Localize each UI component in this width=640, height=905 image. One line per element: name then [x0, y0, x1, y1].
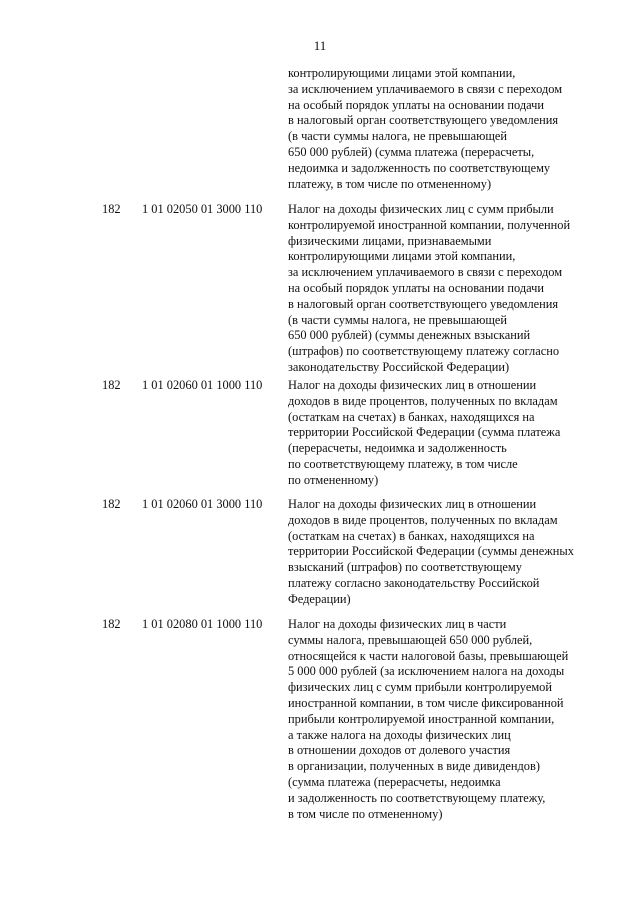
description-line: доходов в виде процентов, полученных по вкладам: [288, 512, 558, 527]
budget-classification-code: 1 01 02060 01 1000 110: [142, 378, 263, 392]
description-line: доходов в виде процентов, полученных по вкладам: [288, 393, 558, 408]
description-line: взысканий (штрафов) по соответствующему: [288, 560, 522, 575]
description-line: суммы налога, превышающей 650 000 рублей,: [288, 632, 533, 647]
description-line: (в части суммы налога, не превышающей: [288, 129, 508, 144]
description-line: Налог на доходы физических лиц в части: [288, 617, 507, 631]
description-line: физическими лицами, признаваемыми: [288, 233, 492, 248]
description-line: платежу, в том числе по отмененному): [288, 176, 492, 191]
description-line: физических лиц с сумм прибыли контролируемой: [288, 680, 553, 695]
budget-classification-code: 1 01 02080 01 1000 110: [142, 617, 263, 631]
row-description: [288, 202, 618, 376]
description-line: недоимка и задолженность по соответствующему: [288, 160, 551, 175]
description-line: Налог на доходы физических лиц в отношении: [288, 378, 537, 392]
description-line: Налог на доходы физических лиц в отношении: [288, 497, 537, 511]
description-line: (сумма платежа (перерасчеты, недоимка: [288, 774, 501, 789]
admin-code: 182: [102, 378, 121, 392]
description-line: за исключением уплачиваемого в связи с переходом: [288, 81, 563, 96]
description-line: законодательству Российской Федерации): [288, 359, 510, 374]
description-line: на особый порядок уплаты на основании подачи: [288, 280, 545, 295]
admin-code: 182: [102, 497, 121, 511]
description-line: 5 000 000 рублей (за исключением налога на доходы: [288, 664, 565, 679]
description-line: (остаткам на счетах) в банках, находящихся на: [288, 409, 535, 424]
continued-description: [288, 66, 608, 192]
description-line: относящейся к части налоговой базы, превышающей: [288, 648, 569, 663]
description-line: прибыли контролируемой иностранной компании,: [288, 711, 555, 726]
description-line: территории Российской Федерации (суммы денежных: [288, 544, 574, 559]
admin-code: 182: [102, 617, 121, 631]
description-line: в налоговый орган соответствующего уведомления: [288, 296, 559, 311]
description-line: в отношении доходов от долевого участия: [288, 743, 511, 758]
description-line: иностранной компании, в том числе фиксированной: [288, 695, 564, 710]
description-line: на особый порядок уплаты на основании подачи: [288, 97, 545, 112]
description-line: платежу согласно законодательству Российской: [288, 575, 540, 590]
description-line: по отмененному): [288, 472, 379, 487]
description-line: (в части суммы налога, не превышающей: [288, 312, 508, 327]
description-line: в том числе по отмененному): [288, 806, 443, 821]
description-line: и задолженность по соответствующему платежу,: [288, 790, 546, 805]
description-line: а также налога на доходы физических лиц: [288, 727, 511, 742]
description-line: (штрафов) по соответствующему платежу согласно: [288, 344, 560, 359]
budget-classification-code: 1 01 02050 01 3000 110: [142, 202, 263, 216]
row-description: [288, 617, 618, 822]
budget-classification-code: 1 01 02060 01 3000 110: [142, 497, 263, 511]
description-line: 650 000 рублей) (суммы денежных взысканий: [288, 328, 531, 343]
description-line: по соответствующему платежу, в том числе: [288, 456, 518, 471]
description-line: за исключением уплачиваемого в связи с переходом: [288, 265, 563, 280]
row-description: [288, 378, 618, 489]
description-line: (перерасчеты, недоимка и задолженность: [288, 441, 507, 456]
page-number: 11: [313, 38, 327, 53]
row-description: [288, 497, 618, 608]
description-line: в налоговый орган соответствующего уведомления: [288, 113, 559, 128]
description-line: в организации, полученных в виде дивидендов): [288, 759, 540, 774]
description-line: территории Российской Федерации (сумма платежа: [288, 425, 561, 440]
description-line: контролируемой иностранной компании, полученной: [288, 217, 571, 232]
description-line: Федерации): [288, 591, 351, 606]
admin-code: 182: [102, 202, 121, 216]
description-line: Налог на доходы физических лиц с сумм прибыли: [288, 202, 554, 216]
description-line: 650 000 рублей) (сумма платежа (перерасчеты,: [288, 144, 535, 159]
description-line: контролирующими лицами этой компании,: [288, 66, 516, 80]
description-line: контролирующими лицами этой компании,: [288, 249, 516, 264]
description-line: (остаткам на счетах) в банках, находящихся на: [288, 528, 535, 543]
